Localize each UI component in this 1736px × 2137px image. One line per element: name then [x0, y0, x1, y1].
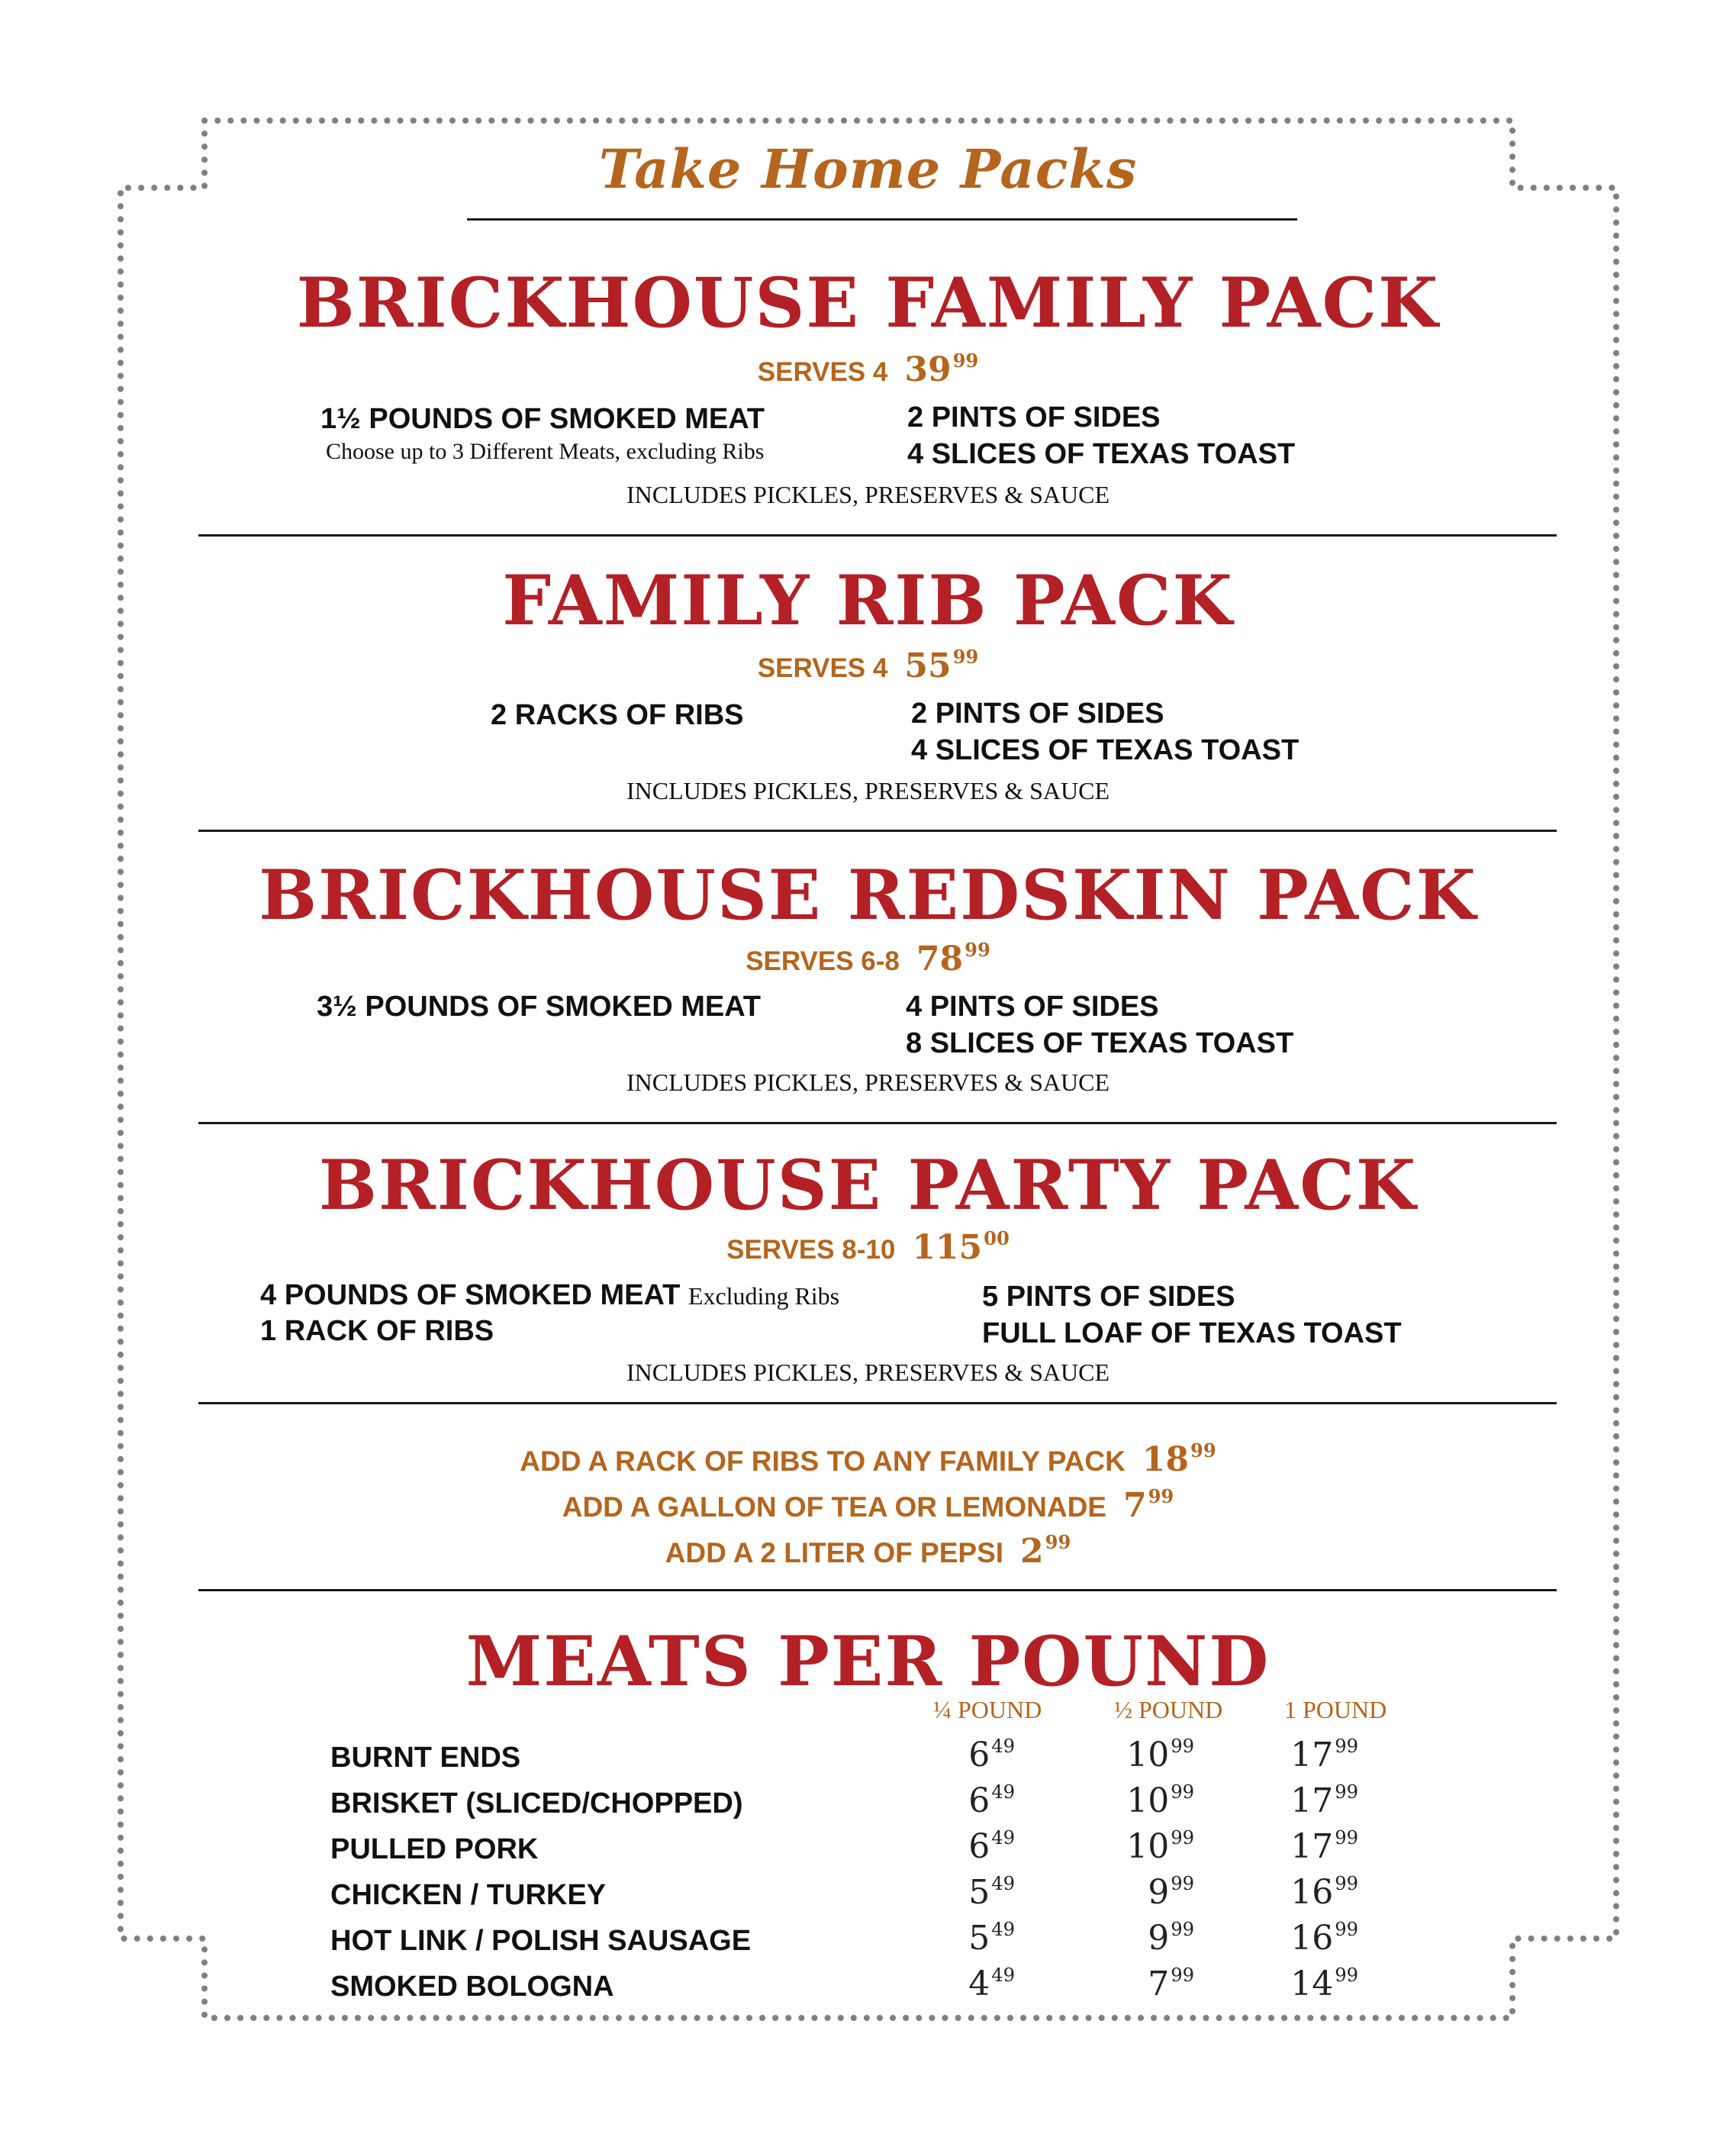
addon-price: $7^{99}$	[1122, 1485, 1174, 1526]
page-title: Take Home Packs	[598, 137, 1138, 201]
meat-price: $17^{99}$	[1290, 1827, 1358, 1867]
meat-price: $9^{99}$	[1148, 1873, 1194, 1913]
pack-item: 2 PINTS OF SIDES	[911, 698, 1164, 730]
meat-row-name: CHICKEN / TURKEY	[330, 1879, 607, 1911]
pack-title: BRICKHOUSE PARTY PACK	[318, 1145, 1418, 1226]
addon-item: ADD A 2 LITER OF PEPSI $2^{99}$	[665, 1531, 1071, 1571]
addon-item: ADD A RACK OF RIBS TO ANY FAMILY PACK $18^{99}$	[520, 1439, 1216, 1480]
meat-price: $10^{99}$	[1126, 1827, 1194, 1867]
pack-serves: SERVES 8-10 $115^{00}$	[726, 1227, 1010, 1268]
pack-item: 2 PINTS OF SIDES	[907, 401, 1161, 434]
pack-item: 5 PINTS OF SIDES	[982, 1281, 1235, 1313]
meat-price: $9^{99}$	[1148, 1919, 1194, 1958]
meat-price: $6^{49}$	[968, 1781, 1015, 1821]
meats-title: MEATS PER POUND	[465, 1621, 1271, 1702]
pack-item: 1½ POUNDS OF SMOKED MEAT	[320, 403, 765, 435]
column-header: ¼ POUND	[933, 1696, 1042, 1723]
pack-item: 1 RACK OF RIBS	[260, 1315, 494, 1347]
pack-includes: INCLUDES PICKLES, PRESERVES & SAUCE	[626, 1359, 1110, 1386]
pack-serves: SERVES 4 $39^{99}$	[757, 350, 979, 390]
meat-price: $10^{99}$	[1126, 1736, 1194, 1775]
pack-item: 3½ POUNDS OF SMOKED MEAT	[317, 991, 762, 1023]
pack-item: 4 POUNDS OF SMOKED MEAT Excluding Ribs	[260, 1279, 840, 1311]
pack-price: $55^{99}$	[904, 646, 979, 686]
title-underline	[467, 218, 1297, 221]
pack-price: $39^{99}$	[904, 350, 979, 390]
pack-price: $115^{00}$	[912, 1227, 1010, 1268]
pack-item: 2 RACKS OF RIBS	[491, 699, 744, 731]
meat-row-name: HOT LINK / POLISH SAUSAGE	[330, 1925, 752, 1957]
pack-item: FULL LOAF OF TEXAS TOAST	[982, 1317, 1402, 1349]
column-header: 1 POUND	[1284, 1696, 1387, 1723]
pack-title: BRICKHOUSE REDSKIN PACK	[259, 855, 1477, 936]
pack-note: Choose up to 3 Different Meats, excluding Ribs	[326, 439, 765, 464]
addon-item: ADD A GALLON OF TEA OR LEMONADE $7^{99}$	[562, 1485, 1174, 1526]
divider	[198, 1589, 1557, 1591]
pack-title: BRICKHOUSE FAMILY PACK	[296, 263, 1440, 343]
pack-title: FAMILY RIB PACK	[502, 560, 1234, 641]
divider	[198, 1122, 1557, 1124]
meat-row-name: PULLED PORK	[330, 1833, 539, 1865]
meat-price: $6^{49}$	[968, 1736, 1015, 1775]
divider	[198, 830, 1557, 832]
pack-price: $78^{99}$	[916, 939, 990, 979]
meat-row-name: BRISKET (SLICED/CHOPPED)	[330, 1787, 743, 1820]
pack-item: 4 SLICES OF TEXAS TOAST	[911, 734, 1300, 766]
meat-price: $14^{99}$	[1290, 1965, 1358, 2004]
pack-includes: INCLUDES PICKLES, PRESERVES & SAUCE	[626, 777, 1110, 804]
meat-price: $7^{99}$	[1148, 1965, 1194, 2004]
pack-item: 8 SLICES OF TEXAS TOAST	[906, 1027, 1294, 1059]
meat-price: $10^{99}$	[1126, 1781, 1194, 1821]
pack-item: 4 SLICES OF TEXAS TOAST	[907, 438, 1296, 470]
pack-serves: SERVES 4 $55^{99}$	[757, 646, 979, 686]
divider	[198, 1402, 1557, 1404]
column-header: ½ POUND	[1114, 1696, 1223, 1723]
meat-price: $17^{99}$	[1290, 1781, 1358, 1821]
meat-row-name: SMOKED BOLOGNA	[330, 1971, 614, 2003]
pack-includes: INCLUDES PICKLES, PRESERVES & SAUCE	[626, 481, 1110, 508]
meat-price: $16^{99}$	[1290, 1873, 1358, 1913]
pack-includes: INCLUDES PICKLES, PRESERVES & SAUCE	[626, 1068, 1110, 1096]
addon-price: $18^{99}$	[1142, 1439, 1216, 1480]
meat-price: $6^{49}$	[968, 1827, 1015, 1867]
pack-note: Excluding Ribs	[688, 1282, 840, 1310]
meat-price: $5^{49}$	[968, 1873, 1015, 1913]
meat-price: $17^{99}$	[1290, 1736, 1358, 1775]
addon-price: $2^{99}$	[1020, 1531, 1071, 1571]
meat-price: $5^{49}$	[968, 1919, 1015, 1958]
meat-price: $16^{99}$	[1290, 1919, 1358, 1958]
pack-serves: SERVES 6-8 $78^{99}$	[746, 939, 990, 979]
meat-row-name: BURNT ENDS	[330, 1742, 521, 1774]
pack-item: 4 PINTS OF SIDES	[906, 991, 1159, 1023]
meat-price: $4^{49}$	[968, 1965, 1015, 2004]
divider	[198, 534, 1557, 537]
